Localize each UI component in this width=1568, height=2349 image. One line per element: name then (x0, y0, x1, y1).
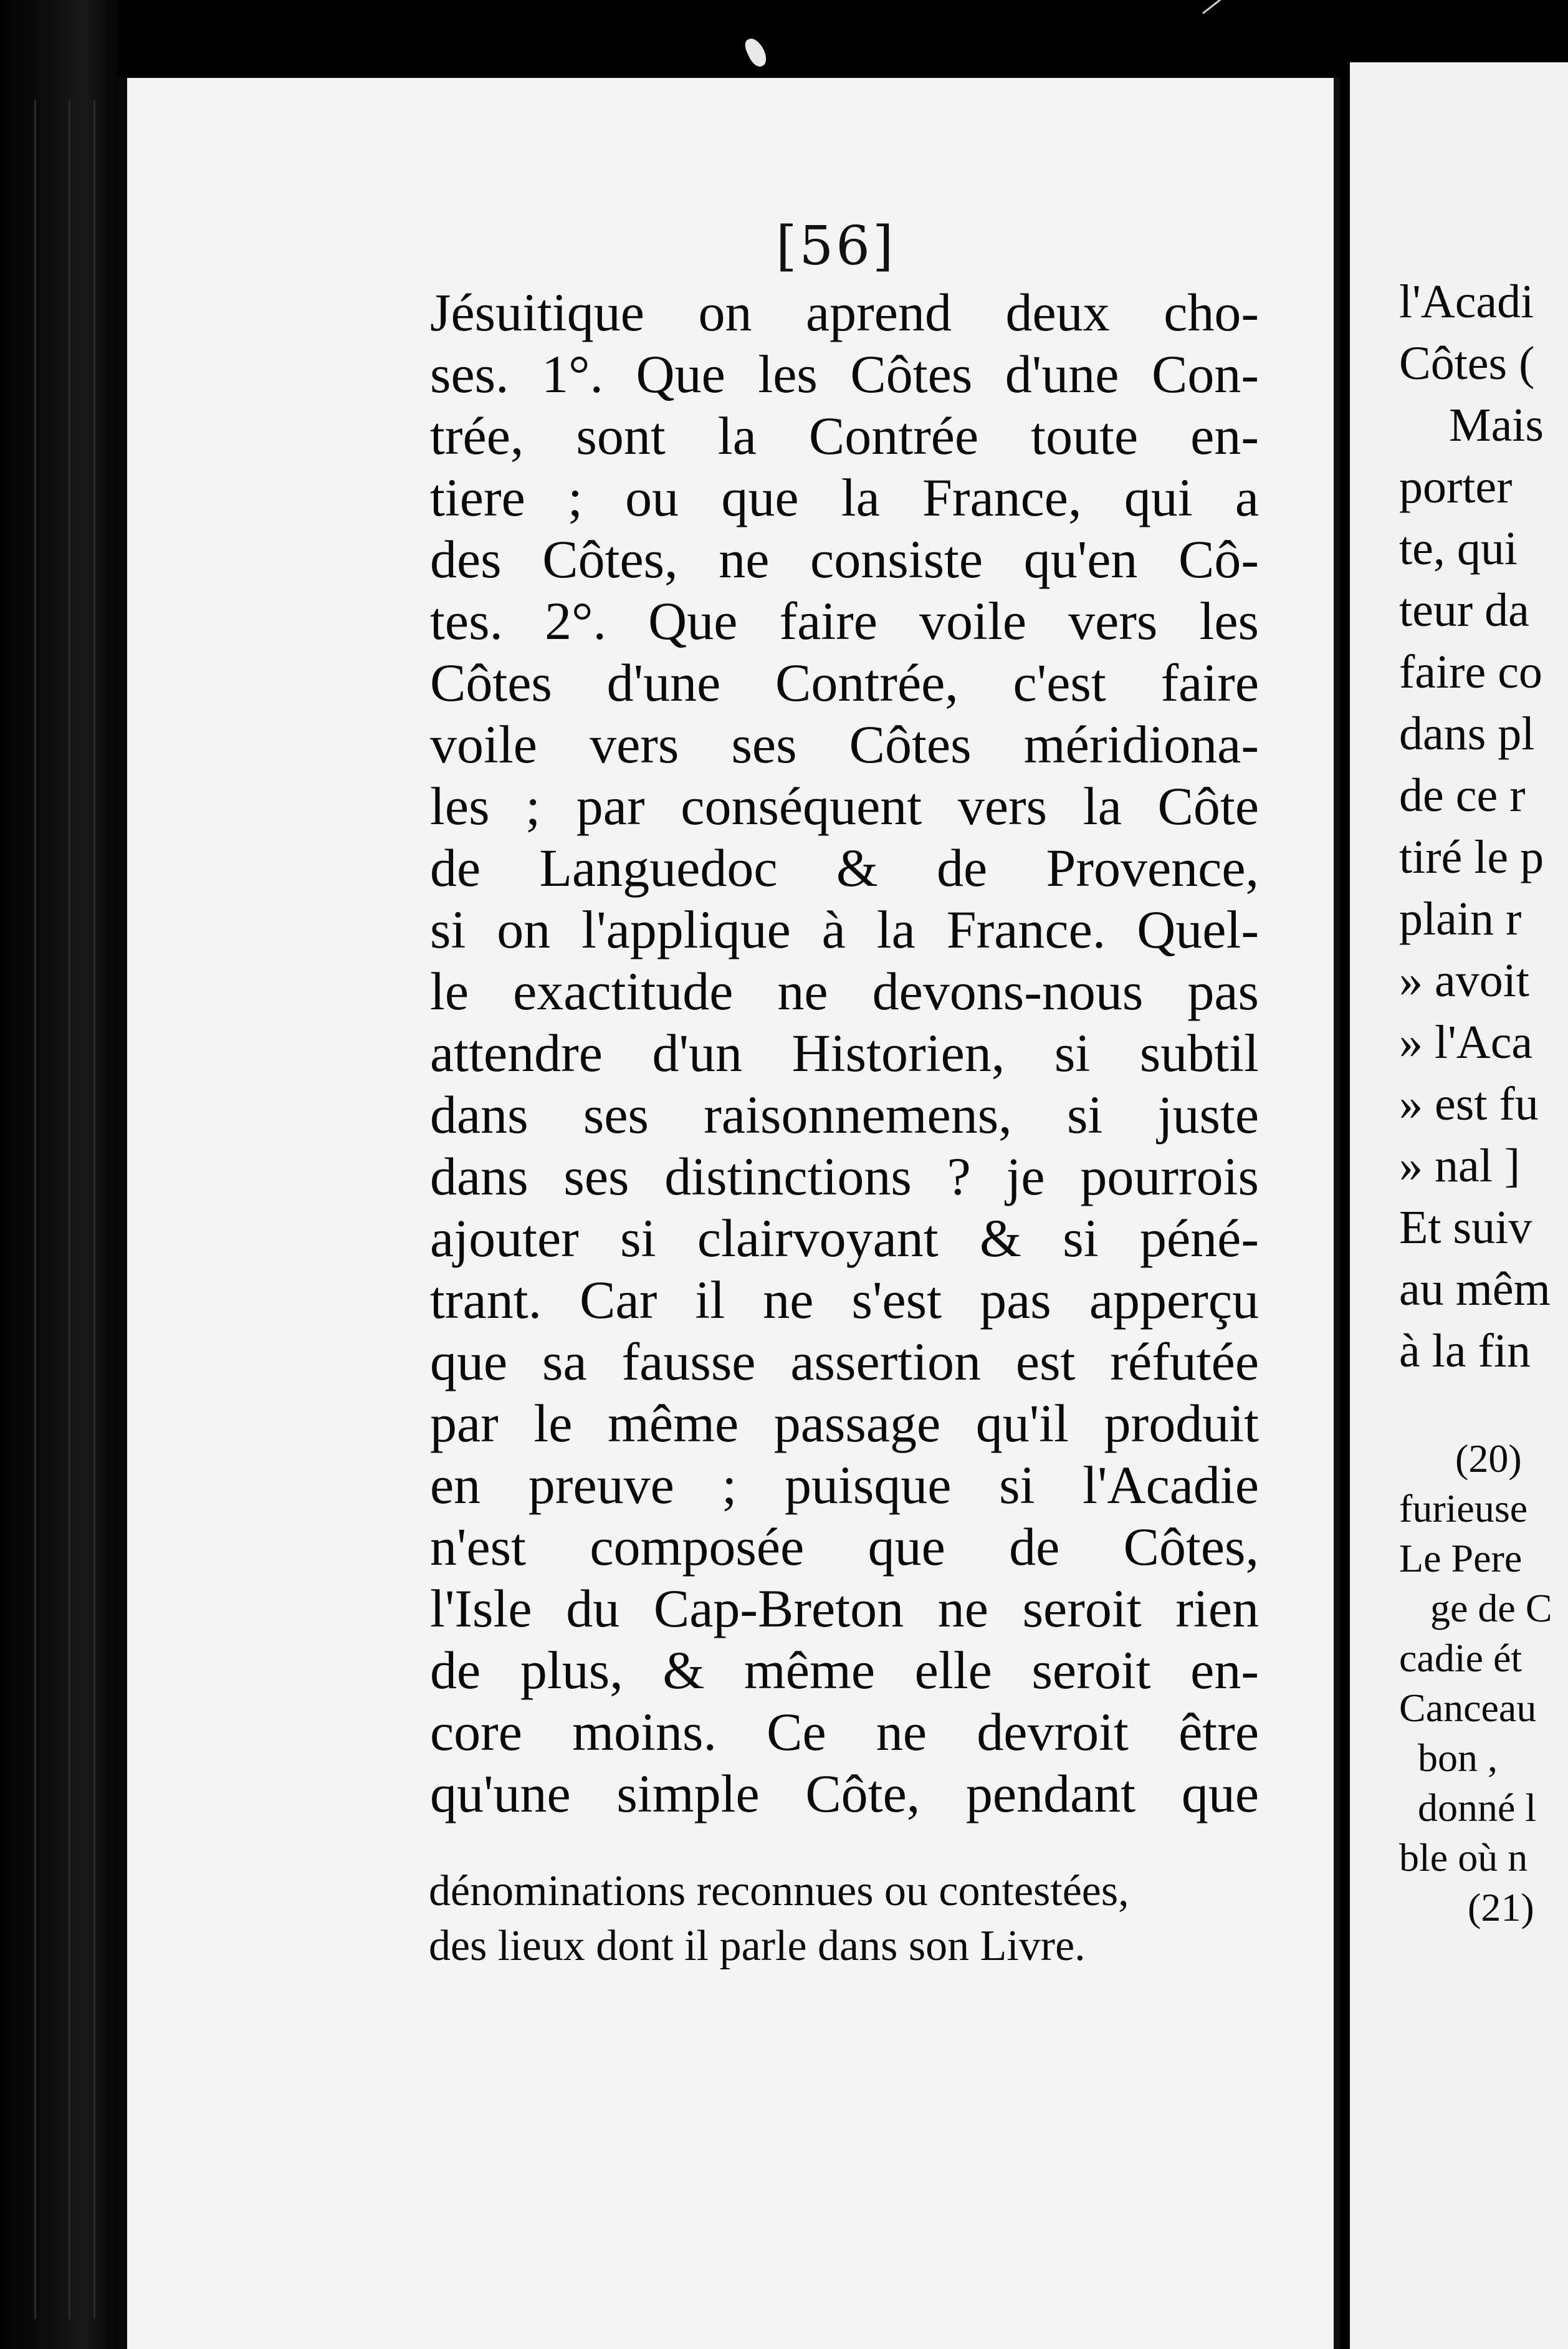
text-line: dans ses raisonnemens, si juste (430, 1085, 1259, 1145)
text-line: attendre d'un Historien, si subtil (430, 1023, 1259, 1083)
text-line: ses. 1°. Que les Côtes d'une Con- (430, 344, 1259, 404)
text-line: plain r (1399, 893, 1522, 945)
text-line: Mais (1449, 399, 1544, 451)
gutter-edge-line (34, 100, 36, 2319)
text-line: que sa fausse assertion est réfutée (430, 1332, 1259, 1391)
page-number: [56] (776, 215, 896, 277)
text-line: Côtes ( (1399, 337, 1535, 390)
text-line: trée, sont la Contrée toute en- (430, 406, 1259, 466)
text-line: core moins. Ce ne devroit être (430, 1702, 1259, 1762)
text-line: ajouter si clairvoyant & si péné- (430, 1208, 1259, 1268)
footnote-continuation (429, 1864, 1251, 1974)
text-line: dans ses distinctions ? je pourrois (430, 1146, 1259, 1206)
text-line: le exactitude ne devons-nous pas (430, 961, 1259, 1021)
right-page-body-text (1399, 271, 1551, 1382)
text-line: » est fu (1399, 1078, 1539, 1130)
note-line: des lieux dont il parle dans son Livre. (429, 1922, 1086, 1970)
text-line: tiere ; ou que la France, qui a (430, 468, 1259, 527)
text-line: faire co (1399, 646, 1542, 698)
note-line: donné l (1418, 1785, 1537, 1830)
text-line: en preuve ; puisque si l'Acadie (430, 1455, 1259, 1515)
text-line: dans pl (1399, 708, 1535, 760)
note-line: (21) (1468, 1885, 1534, 1929)
text-line: l'Acadi (1399, 276, 1534, 328)
main-body-text (430, 282, 1259, 1825)
text-line: teur da (1399, 584, 1529, 636)
text-line: si on l'applique à la France. Quel- (430, 900, 1259, 959)
text-line: voile vers ses Côtes méridiona- (430, 714, 1259, 774)
text-line: tiré le p (1399, 831, 1544, 883)
text-line: » l'Aca (1399, 1016, 1533, 1069)
text-line: te, qui (1399, 522, 1518, 575)
text-line: Côtes d'une Contrée, c'est faire (430, 653, 1259, 713)
note-line: ble où n (1399, 1835, 1528, 1880)
text-line: qu'une simple Côte, pendant que (430, 1764, 1259, 1823)
text-line: tes. 2°. Que faire voile vers les (430, 591, 1259, 651)
text-line: porter (1399, 461, 1513, 513)
text-line: de Languedoc & de Provence, (430, 838, 1259, 898)
text-line: de ce r (1399, 769, 1526, 822)
right-page-footnotes (1399, 1434, 1552, 1933)
text-line: à la fin (1399, 1325, 1531, 1377)
text-line: n'est composée que de Côtes, (430, 1517, 1259, 1577)
note-line: Canceau (1399, 1686, 1537, 1730)
note-line: dénominations reconnues ou contestées, (429, 1867, 1129, 1915)
gutter-edge-line (69, 100, 70, 2319)
text-line: de plus, & même elle seroit en- (430, 1640, 1259, 1700)
text-line: l'Isle du Cap-Breton ne seroit rien (430, 1578, 1259, 1638)
binding-gutter (0, 0, 118, 2349)
note-line: furieuse (1399, 1486, 1528, 1530)
text-line: des Côtes, ne consiste qu'en Cô- (430, 529, 1259, 589)
note-line: cadie ét (1399, 1636, 1523, 1680)
text-line: Jésuitique on aprend deux cho- (430, 282, 1259, 342)
gutter-edge-line (93, 100, 95, 2319)
text-line: Et suiv (1399, 1201, 1532, 1254)
text-line: » nal ] (1399, 1140, 1521, 1192)
paper-tear-mark (742, 36, 770, 69)
paper-streak-mark (1202, 0, 1292, 14)
text-line: les ; par conséquent vers la Côte (430, 776, 1259, 836)
note-line: (20) (1455, 1436, 1522, 1481)
note-line: Le Pere (1399, 1536, 1523, 1580)
note-line: bon , (1418, 1736, 1498, 1780)
text-line: par le même passage qu'il produit (430, 1393, 1259, 1453)
text-line: » avoit (1399, 954, 1529, 1007)
note-line: ge de C (1430, 1586, 1552, 1630)
text-line: trant. Car il ne s'est pas apperçu (430, 1270, 1259, 1330)
text-line: au mêm (1399, 1263, 1551, 1315)
